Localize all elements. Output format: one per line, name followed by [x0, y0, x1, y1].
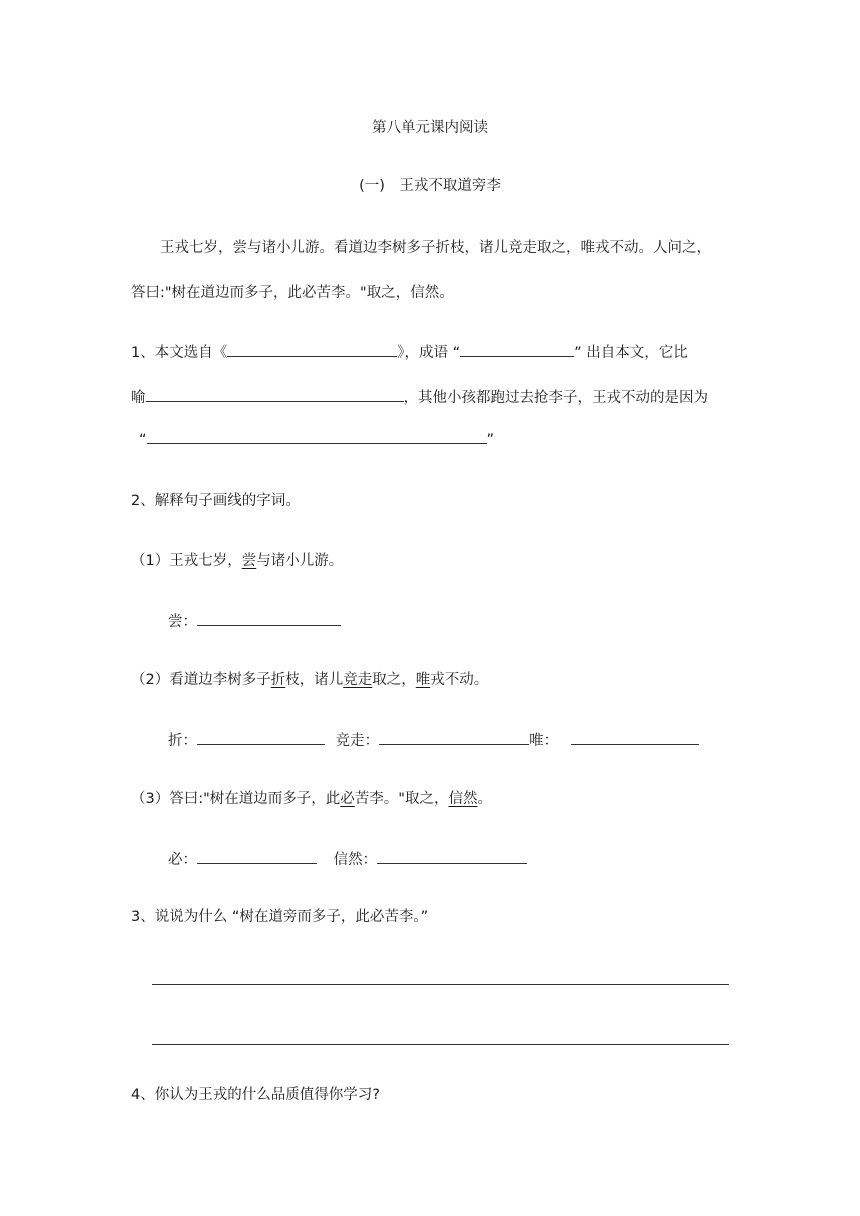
page-title: 第八单元课内阅读	[372, 120, 488, 136]
question-3-heading: 3、说说为什么 “树在道旁而多子，此必苦李。”	[131, 909, 429, 925]
answer-blank-xinran[interactable]	[377, 848, 527, 864]
underlined-word: 竞走	[343, 672, 373, 688]
passage-line-2: 答曰:"树在道边而多子，此必苦李。"取之，信然。	[131, 285, 454, 301]
answer-blank-bi[interactable]	[197, 848, 317, 864]
underlined-word: 尝	[241, 553, 257, 569]
question-2-heading: 2、解释句子画线的字词。	[131, 493, 300, 509]
question-1-line-1: 1、本文选自《 》，成语 “ ” 出自本文，它比	[131, 341, 688, 363]
answer-blank-idiom[interactable]	[460, 341, 574, 357]
question-4-heading: 4、你认为王戎的什么品质值得你学习?	[131, 1087, 380, 1103]
q2-sentence-3: （3）答曰:"树在道边而多子，此必苦李。"取之，信然。	[131, 791, 492, 807]
answer-blank-reason[interactable]	[147, 428, 487, 444]
underlined-word: 必	[340, 791, 355, 807]
answer-blank-metaphor[interactable]	[146, 386, 404, 402]
q2-sentence-1: （1）王戎七岁，尝与诸小儿游。	[131, 553, 344, 569]
underlined-word: 折	[270, 672, 286, 688]
q2-sentence-2: （2）看道边李树多子折枝，诸儿竞走取之，唯戎不动。	[131, 672, 489, 688]
answer-blank-wei[interactable]	[571, 729, 699, 745]
answer-blank-jingzou[interactable]	[379, 729, 529, 745]
q2-answer-row-2: 折： 竞走： 唯：	[168, 729, 699, 751]
answer-blank-zhe[interactable]	[197, 729, 325, 745]
answer-line-1[interactable]	[152, 984, 729, 985]
question-1-line-3: “ ”	[139, 428, 494, 450]
section-subtitle: (一) 王戎不取道旁李	[359, 178, 501, 194]
question-1-line-2: 喻 ，其他小孩都跑过去抢李子，王戎不动的是因为	[131, 386, 708, 408]
answer-line-2[interactable]	[152, 1044, 729, 1045]
passage-line-1: 王戎七岁，尝与诸小儿游。看道边李树多子折枝，诸儿竞走取之，唯戎不动。人问之，	[160, 240, 711, 256]
q2-answer-row-3: 必： 信然：	[168, 848, 527, 870]
answer-blank-source[interactable]	[227, 341, 397, 357]
underlined-word: 唯	[415, 672, 431, 688]
q2-answer-row-1: 尝：	[168, 610, 341, 632]
answer-blank-chang[interactable]	[197, 610, 341, 626]
underlined-word: 信然	[448, 791, 478, 807]
